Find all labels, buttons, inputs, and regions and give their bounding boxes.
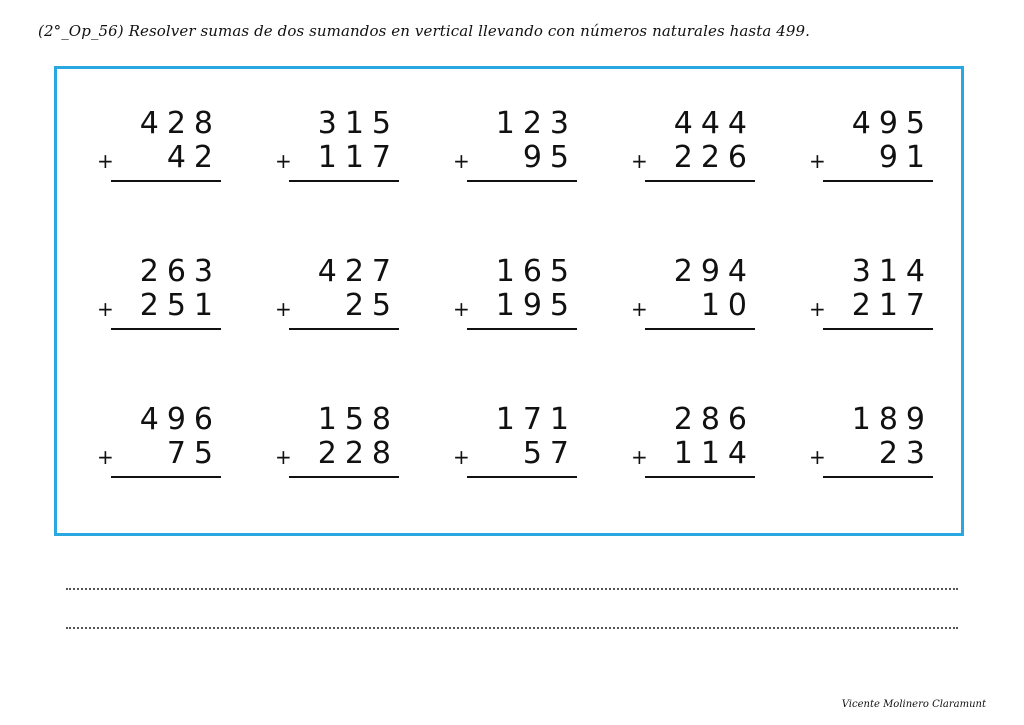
addend-bottom: 25 — [344, 288, 399, 323]
addition-problem — [631, 107, 755, 187]
addend-top: 444 — [673, 106, 755, 141]
sum-line[interactable] — [289, 180, 399, 182]
addition-problem — [97, 107, 221, 187]
addend-bottom: 217 — [851, 288, 933, 323]
addend-bottom: 226 — [673, 140, 755, 175]
addition-problem — [809, 255, 933, 335]
addend-bottom: 75 — [166, 436, 221, 471]
addition-problem — [453, 107, 577, 187]
plus-sign: + — [631, 297, 648, 321]
addend-bottom: 23 — [878, 436, 933, 471]
addend-top: 428 — [139, 106, 221, 141]
addend-bottom: 10 — [700, 288, 755, 323]
plus-sign: + — [275, 149, 292, 173]
addition-problem — [809, 403, 933, 483]
addition-problem — [631, 403, 755, 483]
sum-line[interactable] — [823, 476, 933, 478]
addend-top: 123 — [495, 106, 577, 141]
addend-top: 171 — [495, 402, 577, 437]
addend-top: 286 — [673, 402, 755, 437]
addition-problem — [453, 403, 577, 483]
addend-top: 496 — [139, 402, 221, 437]
addend-top: 315 — [317, 106, 399, 141]
plus-sign: + — [809, 297, 826, 321]
sum-line[interactable] — [111, 476, 221, 478]
addend-bottom: 251 — [139, 288, 221, 323]
answer-line-2[interactable] — [66, 627, 958, 629]
sum-line[interactable] — [467, 180, 577, 182]
addend-top: 427 — [317, 254, 399, 289]
addend-bottom: 228 — [317, 436, 399, 471]
plus-sign: + — [453, 297, 470, 321]
addend-top: 158 — [317, 402, 399, 437]
addend-bottom: 95 — [522, 140, 577, 175]
plus-sign: + — [97, 445, 114, 469]
plus-sign: + — [275, 445, 292, 469]
addition-problem — [275, 255, 399, 335]
sum-line[interactable] — [467, 328, 577, 330]
plus-sign: + — [453, 149, 470, 173]
addition-problem — [453, 255, 577, 335]
problems-grid — [57, 69, 961, 533]
plus-sign: + — [809, 445, 826, 469]
sum-line[interactable] — [645, 180, 755, 182]
addend-top: 263 — [139, 254, 221, 289]
addition-problem — [97, 255, 221, 335]
addition-problem — [97, 403, 221, 483]
addition-problem — [809, 107, 933, 187]
sum-line[interactable] — [645, 476, 755, 478]
plus-sign: + — [631, 445, 648, 469]
plus-sign: + — [453, 445, 470, 469]
author-credit: Vicente Molinero Claramunt — [841, 699, 986, 710]
addition-problem — [631, 255, 755, 335]
plus-sign: + — [97, 149, 114, 173]
sum-line[interactable] — [289, 328, 399, 330]
addend-top: 495 — [851, 106, 933, 141]
addend-top: 294 — [673, 254, 755, 289]
addition-problem — [275, 107, 399, 187]
exercise-frame — [54, 66, 964, 536]
addend-top: 314 — [851, 254, 933, 289]
sum-line[interactable] — [823, 328, 933, 330]
plus-sign: + — [275, 297, 292, 321]
addend-bottom: 91 — [878, 140, 933, 175]
sum-line[interactable] — [467, 476, 577, 478]
addition-problem — [275, 403, 399, 483]
addend-bottom: 117 — [317, 140, 399, 175]
sum-line[interactable] — [645, 328, 755, 330]
plus-sign: + — [631, 149, 648, 173]
sum-line[interactable] — [111, 180, 221, 182]
addend-bottom: 114 — [673, 436, 755, 471]
addend-bottom: 42 — [166, 140, 221, 175]
addend-bottom: 57 — [522, 436, 577, 471]
addend-top: 165 — [495, 254, 577, 289]
sum-line[interactable] — [111, 328, 221, 330]
sum-line[interactable] — [289, 476, 399, 478]
answer-line-1[interactable] — [66, 588, 958, 590]
worksheet-title: (2°_Op_56) Resolver sumas de dos sumandos en vertical llevando con números naturales hasta 499. — [38, 22, 811, 40]
addend-bottom: 195 — [495, 288, 577, 323]
plus-sign: + — [97, 297, 114, 321]
sum-line[interactable] — [823, 180, 933, 182]
addend-top: 189 — [851, 402, 933, 437]
plus-sign: + — [809, 149, 826, 173]
